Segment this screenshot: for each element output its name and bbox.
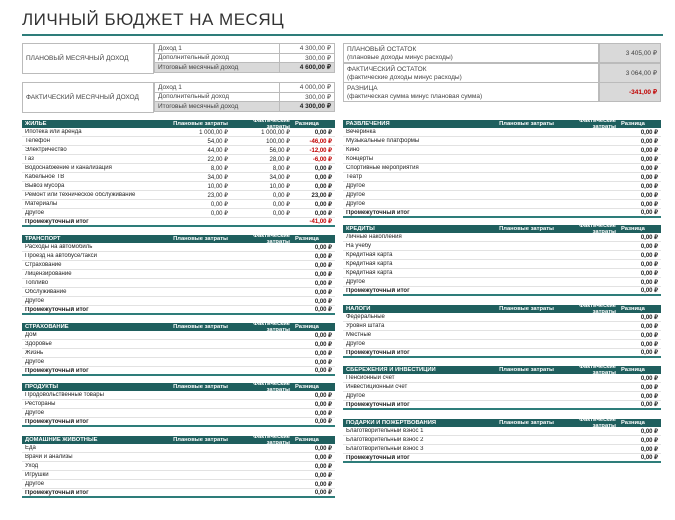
item-name[interactable]: Другое xyxy=(346,183,366,189)
item-name[interactable]: Лицензирование xyxy=(25,271,72,277)
col-diff: Разница xyxy=(295,324,319,330)
item-actual[interactable]: 28,00 ₽ xyxy=(269,156,290,163)
category-title: СТРАХОВАНИЕ xyxy=(25,324,69,330)
table-row xyxy=(22,155,335,164)
table-row xyxy=(22,137,335,146)
income-value[interactable]: 4 000,00 ₽ xyxy=(280,83,335,93)
item-actual[interactable]: 10,00 ₽ xyxy=(269,183,290,190)
title-divider xyxy=(22,34,663,36)
item-diff: 0,00 ₽ xyxy=(314,244,332,251)
item-diff: 0,00 ₽ xyxy=(314,410,332,417)
item-diff: 0,00 ₽ xyxy=(314,262,332,269)
item-planned[interactable]: 10,00 ₽ xyxy=(207,183,228,190)
item-diff: 0,00 ₽ xyxy=(640,323,658,330)
item-name[interactable]: Спортивные мероприятия xyxy=(346,165,419,171)
item-diff: 0,00 ₽ xyxy=(640,243,658,250)
col-planned: Плановые затраты xyxy=(173,324,228,330)
item-diff: 0,00 ₽ xyxy=(640,375,658,382)
table-row xyxy=(22,173,335,182)
item-diff: 0,00 ₽ xyxy=(640,192,658,199)
actual-income-row xyxy=(155,83,335,93)
planned-income-label: ПЛАНОВЫЙ МЕСЯЧНЫЙ ДОХОД xyxy=(22,43,154,74)
col-actual: Фактические затраты xyxy=(253,118,290,130)
item-name[interactable]: Жизнь xyxy=(25,350,44,356)
col-planned: Плановые затраты xyxy=(499,226,554,232)
subtotal-value: 0,00 ₽ xyxy=(640,455,658,461)
table-row xyxy=(343,383,661,392)
subtotal-value: 0,00 ₽ xyxy=(640,402,658,408)
item-name[interactable]: Личные накопления xyxy=(346,234,402,240)
item-name[interactable]: Вывоз мусора xyxy=(25,183,65,189)
item-name[interactable]: Другое xyxy=(25,359,45,365)
item-diff: 0,00 ₽ xyxy=(640,138,658,145)
income-value[interactable]: 4 300,00 ₽ xyxy=(280,102,335,112)
category-table xyxy=(343,305,661,358)
col-diff: Разница xyxy=(295,121,319,127)
category-header xyxy=(22,383,335,391)
subtotal-label: Промежуточный итог xyxy=(346,209,410,216)
subtotal-label: Промежуточный итог xyxy=(25,418,89,425)
subtotal-label: Промежуточный итог xyxy=(346,287,410,294)
item-name[interactable]: Другое xyxy=(346,341,366,347)
item-name[interactable]: Другое xyxy=(346,393,366,399)
item-diff: 0,00 ₽ xyxy=(640,332,658,339)
income-name[interactable]: Дополнительный доход xyxy=(155,92,280,102)
item-actual[interactable]: 100,00 ₽ xyxy=(266,138,290,145)
item-name[interactable]: Дом xyxy=(25,332,37,338)
col-planned: Плановые затраты xyxy=(173,437,228,443)
table-row xyxy=(343,392,661,401)
col-diff: Разница xyxy=(621,367,645,373)
table-row xyxy=(343,200,661,209)
item-diff: 0,00 ₽ xyxy=(314,350,332,357)
subtotal-value: 0,00 ₽ xyxy=(314,419,332,425)
item-name[interactable]: Расходы на автомобиль xyxy=(25,244,93,250)
table-row xyxy=(22,279,335,288)
category-title: КРЕДИТЫ xyxy=(346,226,375,232)
item-name[interactable]: Здоровье xyxy=(25,341,52,347)
col-diff: Разница xyxy=(621,226,645,232)
category-header xyxy=(343,225,661,233)
item-diff: 0,00 ₽ xyxy=(640,393,658,400)
table-row xyxy=(343,251,661,260)
income-value[interactable]: 4 300,00 ₽ xyxy=(280,44,335,54)
income-value[interactable]: 300,00 ₽ xyxy=(280,92,335,102)
item-name[interactable]: Театр xyxy=(346,174,362,180)
item-name[interactable]: Топливо xyxy=(25,280,49,286)
subtotal-row xyxy=(22,489,335,498)
item-diff: 0,00 ₽ xyxy=(640,437,658,444)
item-name[interactable]: Другое xyxy=(346,192,366,198)
item-name[interactable]: Кредитная карта xyxy=(346,252,393,258)
item-name[interactable]: Другое xyxy=(346,201,366,207)
category-table xyxy=(22,120,335,227)
table-row xyxy=(343,260,661,269)
item-name[interactable]: Игрушки xyxy=(25,472,49,478)
category-header xyxy=(343,305,661,313)
income-name[interactable]: Доход 1 xyxy=(155,83,280,93)
item-diff: 0,00 ₽ xyxy=(640,165,658,172)
col-diff: Разница xyxy=(621,121,645,127)
col-diff: Разница xyxy=(621,306,645,312)
item-name[interactable]: Еда xyxy=(25,445,36,451)
subtotal-value: 0,00 ₽ xyxy=(314,490,332,496)
item-diff: 0,00 ₽ xyxy=(314,463,332,470)
subtotal-label: Промежуточный итог xyxy=(346,454,410,461)
item-planned[interactable]: 8,00 ₽ xyxy=(210,165,228,172)
item-planned[interactable]: 54,00 ₽ xyxy=(207,138,228,145)
category-table xyxy=(22,383,335,427)
item-name[interactable]: Уровня штата xyxy=(346,323,385,329)
item-diff: 0,00 ₽ xyxy=(640,234,658,241)
subtotal-label: Промежуточный итог xyxy=(346,401,410,408)
category-table xyxy=(343,366,661,410)
subtotal-value: 0,00 ₽ xyxy=(640,350,658,356)
category-header xyxy=(343,366,661,374)
item-diff: 0,00 ₽ xyxy=(640,147,658,154)
subtotal-value: 0,00 ₽ xyxy=(640,288,658,294)
item-diff: 0,00 ₽ xyxy=(314,359,332,366)
item-name[interactable]: Продовольственные товары xyxy=(25,392,104,398)
subtotal-row xyxy=(343,401,661,410)
subtotal-row xyxy=(22,306,335,315)
item-name[interactable]: Кредитная карта xyxy=(346,270,393,276)
item-name[interactable]: Пенсионный счет xyxy=(346,375,395,381)
col-diff: Разница xyxy=(295,384,319,390)
col-actual: Фактические затраты xyxy=(579,364,616,376)
item-diff: 0,00 ₽ xyxy=(314,445,332,452)
col-planned: Плановые затраты xyxy=(173,236,228,242)
table-row xyxy=(22,471,335,480)
table-row xyxy=(343,436,661,445)
item-diff: 0,00 ₽ xyxy=(314,341,332,348)
item-name[interactable]: Электричество xyxy=(25,147,67,153)
table-row xyxy=(22,453,335,462)
table-row xyxy=(22,209,335,218)
planned-income-row xyxy=(155,53,335,63)
col-diff: Разница xyxy=(295,236,319,242)
item-diff: 23,00 ₽ xyxy=(311,192,332,199)
table-row xyxy=(22,261,335,270)
col-actual: Фактические затраты xyxy=(253,233,290,245)
item-name[interactable]: Материалы xyxy=(25,201,58,207)
item-planned[interactable]: 44,00 ₽ xyxy=(207,147,228,154)
table-row xyxy=(343,182,661,191)
item-diff: -6,00 ₽ xyxy=(312,156,332,163)
item-diff: 0,00 ₽ xyxy=(314,271,332,278)
table-row xyxy=(343,164,661,173)
item-diff: 0,00 ₽ xyxy=(640,174,658,181)
item-name[interactable]: Телефон xyxy=(25,138,50,144)
col-planned: Плановые затраты xyxy=(499,121,554,127)
item-diff: 0,00 ₽ xyxy=(314,174,332,181)
category-table xyxy=(343,419,661,463)
balance-title: РАЗНИЦА xyxy=(347,85,378,92)
item-name[interactable]: Кабельное ТВ xyxy=(25,174,65,180)
balance-subtitle: (фактические доходы минус расходы) xyxy=(347,74,462,81)
item-diff: 0,00 ₽ xyxy=(640,384,658,391)
table-row xyxy=(343,340,661,349)
category-table xyxy=(22,323,335,376)
table-row xyxy=(343,146,661,155)
item-diff: 0,00 ₽ xyxy=(314,332,332,339)
item-planned[interactable]: 0,00 ₽ xyxy=(210,201,228,208)
item-name[interactable]: Инвестиционный счет xyxy=(346,384,408,390)
table-row xyxy=(22,252,335,261)
item-name[interactable]: Другое xyxy=(25,210,45,216)
item-actual[interactable]: 1 000,00 ₽ xyxy=(261,129,290,136)
balance-subtitle: (плановые доходы минус расходы) xyxy=(347,54,453,61)
item-name[interactable]: Проезд на автобусе/такси xyxy=(25,253,98,259)
item-diff: 0,00 ₽ xyxy=(314,298,332,305)
col-actual: Фактические затраты xyxy=(253,321,290,333)
category-header xyxy=(343,120,661,128)
table-row xyxy=(22,409,335,418)
item-planned[interactable]: 34,00 ₽ xyxy=(207,174,228,181)
subtotal-label: Промежуточный итог xyxy=(25,367,89,374)
table-row xyxy=(22,128,335,137)
table-row xyxy=(22,270,335,279)
item-diff: -46,00 ₽ xyxy=(309,138,332,145)
item-diff: 0,00 ₽ xyxy=(640,129,658,136)
item-name[interactable]: На учебу xyxy=(346,243,372,249)
table-row xyxy=(343,331,661,340)
col-actual: Фактические затраты xyxy=(253,434,290,446)
income-name[interactable]: Итоговый месячный доход xyxy=(155,63,280,73)
income-value[interactable]: 4 600,00 ₽ xyxy=(280,63,335,73)
item-diff: 0,00 ₽ xyxy=(640,270,658,277)
item-name[interactable]: Водоснабжение и канализация xyxy=(25,165,112,171)
item-actual[interactable]: 56,00 ₽ xyxy=(269,147,290,154)
planned-income-table xyxy=(154,43,335,73)
item-actual[interactable]: 8,00 ₽ xyxy=(272,165,290,172)
table-row xyxy=(22,462,335,471)
item-name[interactable]: Газ xyxy=(25,156,34,162)
col-actual: Фактические затраты xyxy=(579,303,616,315)
col-actual: Фактические затраты xyxy=(579,118,616,130)
subtotal-row xyxy=(22,418,335,427)
item-name[interactable]: Другое xyxy=(346,279,366,285)
item-actual[interactable]: 34,00 ₽ xyxy=(269,174,290,181)
subtotal-label: Промежуточный итог xyxy=(346,349,410,356)
category-table xyxy=(22,235,335,315)
actual-income-label: ФАКТИЧЕСКИЙ МЕСЯЧНЫЙ ДОХОД xyxy=(22,82,154,113)
item-name[interactable]: Врачи и анализы xyxy=(25,454,73,460)
balance-title: ПЛАНОВЫЙ ОСТАТОК xyxy=(347,46,417,53)
table-row xyxy=(343,445,661,454)
item-diff: 0,00 ₽ xyxy=(314,481,332,488)
subtotal-value: 0,00 ₽ xyxy=(640,210,658,216)
col-planned: Плановые затраты xyxy=(499,306,554,312)
table-row xyxy=(22,288,335,297)
item-actual[interactable]: 0,00 ₽ xyxy=(272,192,290,199)
item-name[interactable]: Местные xyxy=(346,332,372,338)
category-header xyxy=(343,419,661,427)
item-diff: 0,00 ₽ xyxy=(314,183,332,190)
item-name[interactable]: Благотворительный взнос 2 xyxy=(346,437,424,443)
item-actual[interactable]: 0,00 ₽ xyxy=(272,210,290,217)
income-name[interactable]: Дополнительный доход xyxy=(155,53,280,63)
item-planned[interactable]: 0,00 ₽ xyxy=(210,210,228,217)
table-row xyxy=(343,173,661,182)
subtotal-row xyxy=(343,349,661,358)
actual-balance xyxy=(343,63,661,83)
item-name[interactable]: Концерты xyxy=(346,156,374,162)
subtotal-label: Промежуточный итог xyxy=(25,306,89,313)
table-row xyxy=(22,146,335,155)
planned-income-total-row xyxy=(155,63,335,73)
category-title: ПОДАРКИ И ПОЖЕРТВОВАНИЯ xyxy=(346,420,437,426)
table-row xyxy=(22,182,335,191)
col-planned: Плановые затраты xyxy=(499,420,554,426)
table-row xyxy=(343,322,661,331)
item-name[interactable]: Рестораны xyxy=(25,401,56,407)
item-diff: 0,00 ₽ xyxy=(640,428,658,435)
col-planned: Плановые затраты xyxy=(173,384,228,390)
category-title: НАЛОГИ xyxy=(346,306,371,312)
item-planned[interactable]: 1 000,00 ₽ xyxy=(199,129,228,136)
table-row xyxy=(22,480,335,489)
item-name[interactable]: Другое xyxy=(25,410,45,416)
item-diff: 0,00 ₽ xyxy=(640,446,658,453)
category-table xyxy=(343,225,661,296)
category-title: ЖИЛЬЕ xyxy=(25,121,47,127)
income-name[interactable]: Итоговый месячный доход xyxy=(155,102,280,112)
category-title: РАЗВЛЕЧЕНИЯ xyxy=(346,121,390,127)
col-planned: Плановые затраты xyxy=(173,121,228,127)
item-name[interactable]: Благотворительный взнос 1 xyxy=(346,428,424,434)
actual-income-table xyxy=(154,82,335,112)
item-diff: 0,00 ₽ xyxy=(640,279,658,286)
planned-income-row xyxy=(155,44,335,54)
balance-value[interactable]: 3 405,00 ₽ xyxy=(599,43,661,63)
col-actual: Фактические затраты xyxy=(579,417,616,429)
item-name[interactable]: Ремонт или техническое обслуживание xyxy=(25,192,136,198)
item-diff: 0,00 ₽ xyxy=(640,183,658,190)
item-name[interactable]: Уход xyxy=(25,463,39,469)
item-name[interactable]: Кредитная карта xyxy=(346,261,393,267)
item-diff: 0,00 ₽ xyxy=(640,261,658,268)
subtotal-label: Промежуточный итог xyxy=(25,489,89,496)
col-actual: Фактические затраты xyxy=(579,223,616,235)
table-row xyxy=(343,269,661,278)
item-name[interactable]: Благотворительный взнос 3 xyxy=(346,446,424,452)
item-name[interactable]: Другое xyxy=(25,298,45,304)
balance-subtitle: (фактическая сумма минус плановая сумма) xyxy=(347,93,483,100)
category-header xyxy=(22,120,335,128)
category-table xyxy=(22,436,335,498)
subtotal-row xyxy=(22,367,335,376)
col-diff: Разница xyxy=(621,420,645,426)
table-row xyxy=(22,297,335,306)
item-diff: 0,00 ₽ xyxy=(314,392,332,399)
category-title: ПРОДУКТЫ xyxy=(25,384,59,390)
col-diff: Разница xyxy=(295,437,319,443)
table-row xyxy=(22,400,335,409)
subtotal-row xyxy=(343,209,661,218)
col-planned: Плановые затраты xyxy=(499,367,554,373)
item-diff: 0,00 ₽ xyxy=(314,165,332,172)
subtotal-row xyxy=(343,454,661,463)
balance-value[interactable]: 3 064,00 ₽ xyxy=(599,63,661,83)
item-planned[interactable]: 23,00 ₽ xyxy=(207,192,228,199)
page-title: ЛИЧНЫЙ БЮДЖЕТ НА МЕСЯЦ xyxy=(22,10,285,29)
subtotal-label: Промежуточный итог xyxy=(25,218,89,225)
subtotal-value: -41,00 ₽ xyxy=(309,219,332,225)
table-row xyxy=(343,278,661,287)
table-row xyxy=(343,242,661,251)
col-actual: Фактические затраты xyxy=(253,381,290,393)
item-name[interactable]: Другое xyxy=(25,481,45,487)
item-name[interactable]: Обслуживание xyxy=(25,289,67,295)
table-row xyxy=(22,358,335,367)
item-name[interactable]: Федеральные xyxy=(346,314,385,320)
category-title: ДОМАШНИЕ ЖИВОТНЫЕ xyxy=(25,437,98,443)
item-diff: 0,00 ₽ xyxy=(314,210,332,217)
item-name[interactable]: Ипотека или аренда xyxy=(25,129,82,135)
item-actual[interactable]: 0,00 ₽ xyxy=(272,201,290,208)
table-row xyxy=(22,164,335,173)
difference-balance xyxy=(343,82,661,102)
category-header xyxy=(22,323,335,331)
item-name[interactable]: Страхование xyxy=(25,262,62,268)
item-diff: 0,00 ₽ xyxy=(640,314,658,321)
balance-title: ФАКТИЧЕСКИЙ ОСТАТОК xyxy=(347,66,427,73)
subtotal-value: 0,00 ₽ xyxy=(314,368,332,374)
table-row xyxy=(343,155,661,164)
subtotal-row xyxy=(343,287,661,296)
item-diff: 0,00 ₽ xyxy=(640,252,658,259)
item-diff: 0,00 ₽ xyxy=(314,454,332,461)
income-value[interactable]: 300,00 ₽ xyxy=(280,53,335,63)
table-row xyxy=(343,137,661,146)
item-diff: 0,00 ₽ xyxy=(314,253,332,260)
item-name[interactable]: Кино xyxy=(346,147,360,153)
item-diff: 0,00 ₽ xyxy=(314,129,332,136)
item-diff: 0,00 ₽ xyxy=(314,289,332,296)
item-diff: -12,00 ₽ xyxy=(309,147,332,154)
category-header xyxy=(22,436,335,444)
subtotal-value: 0,00 ₽ xyxy=(314,307,332,313)
table-row xyxy=(22,349,335,358)
table-row xyxy=(343,191,661,200)
item-diff: 0,00 ₽ xyxy=(640,156,658,163)
item-diff: 0,00 ₽ xyxy=(314,401,332,408)
item-name[interactable]: Музыкальные платформы xyxy=(346,138,420,144)
category-title: СБЕРЕЖЕНИЯ И ИНВЕСТИЦИИ xyxy=(346,367,436,373)
item-diff: 0,00 ₽ xyxy=(314,472,332,479)
table-row xyxy=(22,200,335,209)
item-diff: 0,00 ₽ xyxy=(640,341,658,348)
actual-income-total-row xyxy=(155,102,335,112)
item-planned[interactable]: 22,00 ₽ xyxy=(207,156,228,163)
item-diff: 0,00 ₽ xyxy=(640,201,658,208)
actual-income-row xyxy=(155,92,335,102)
subtotal-row xyxy=(22,218,335,227)
category-header xyxy=(22,235,335,243)
income-name[interactable]: Доход 1 xyxy=(155,44,280,54)
item-diff: 0,00 ₽ xyxy=(314,201,332,208)
planned-balance xyxy=(343,43,661,63)
category-table xyxy=(343,120,661,218)
table-row xyxy=(22,340,335,349)
item-diff: 0,00 ₽ xyxy=(314,280,332,287)
balance-value[interactable]: -341,00 ₽ xyxy=(599,82,661,102)
category-title: ТРАНСПОРТ xyxy=(25,236,61,242)
table-row xyxy=(22,191,335,200)
item-name[interactable]: Вечеринка xyxy=(346,129,376,135)
